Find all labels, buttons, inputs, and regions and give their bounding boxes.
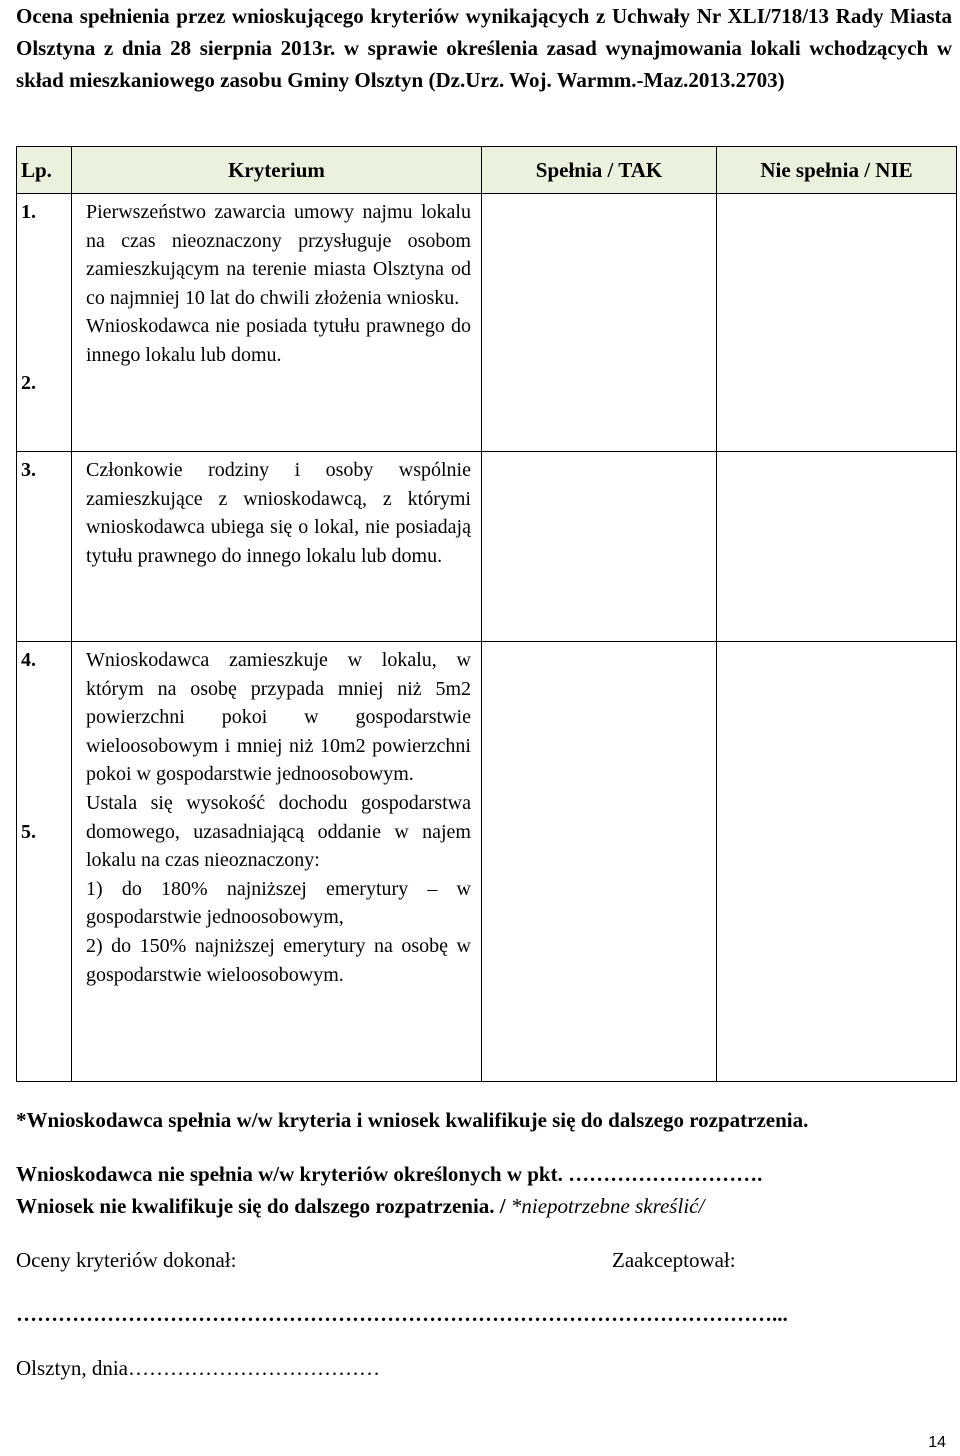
- criterion-text-line: 1) do 180% najniższej emerytury – w gospodarstwie jednoosobowym,: [86, 877, 471, 929]
- header-tak: Spełnia / TAK: [482, 147, 717, 194]
- nie-cell[interactable]: [717, 452, 957, 642]
- row-number: 4.: [21, 649, 36, 671]
- table-header-row: [17, 147, 957, 194]
- nie-cell[interactable]: [717, 642, 957, 1082]
- header-kryterium: Kryterium: [72, 147, 482, 194]
- row-number: 5.: [21, 820, 36, 843]
- tak-cell[interactable]: [482, 642, 717, 1082]
- criterion-text: Wnioskodawca zamieszkuje w lokalu, w którym na osobę przypada mniej niż 5m2 powierzchni pokoi w gospodarstwie wieloosobowym i mniej niż 10m2 powierzchni pokoi w gospodarstwie jednoosobowym.: [86, 649, 471, 786]
- tak-cell[interactable]: [482, 194, 717, 452]
- criterion-text-line: 2) do 150% najniższej emerytury na osobę w gospodarstwie wieloosobowym.: [86, 934, 471, 986]
- criterion-text-line: Ustala się wysokość dochodu gospodarstwa domowego, uzasadniającą oddanie w najem lokalu na czas nieoznaczony:: [86, 791, 471, 872]
- page-number: 14: [928, 1434, 946, 1451]
- accepted-by-label: Zaakceptował:: [612, 1248, 736, 1272]
- criterion-text: Członkowie rodziny i osoby wspólnie zamieszkujące z wnioskodawcą, z którymi wnioskodawca ubiega się o lokal, nie posiadają tytułu prawnego do innego lokalu lub domu.: [86, 459, 471, 567]
- nie-cell[interactable]: [717, 194, 957, 452]
- assessed-by-label: Oceny kryteriów dokonał:: [16, 1248, 237, 1272]
- row-number: 2.: [21, 371, 36, 394]
- criteria-table: [16, 146, 957, 1082]
- table-row: [17, 642, 957, 1082]
- header-nie: Nie spełnia / NIE: [717, 147, 957, 194]
- not-qualify-text: Wniosek nie kwalifikuje się do dalszego rozpatrzenia. /: [16, 1194, 506, 1218]
- row-number: 3.: [17, 452, 72, 642]
- criterion-text: Pierwszeństwo zawarcia umowy najmu lokalu na czas nieoznaczony przysługuje osobom zamieszkującym na terenie miasta Olsztyna od co najmniej 10 lat do chwili złożenia wniosku.: [86, 201, 471, 309]
- row-number: 1.: [21, 201, 36, 223]
- place-date: Olsztyn, dnia………………………………: [16, 1356, 380, 1380]
- tak-cell[interactable]: [482, 452, 717, 642]
- criterion-text: Wnioskodawca nie posiada tytułu prawnego do innego lokalu lub domu.: [86, 315, 471, 366]
- document-heading: [16, 0, 952, 96]
- qualifies-note: *Wnioskodawca spełnia w/w kryteria i wniosek kwalifikuje się do dalszego rozpatrzenia.: [16, 1108, 809, 1132]
- header-lp: Lp.: [17, 147, 72, 194]
- not-qualify-note: [16, 1190, 704, 1222]
- table-row: [17, 194, 957, 452]
- not-meet-note: Wnioskodawca nie spełnia w/w kryteriów określonych w pkt. ……………………….: [16, 1162, 763, 1186]
- strike-hint: *niepotrzebne skreślić/: [510, 1194, 705, 1218]
- heading-text: Ocena spełnienia przez wnioskującego kryteriów wynikających z Uchwały Nr XLI/718/13 Rady Miasta Olsztyna z dnia 28 sierpnia 2013r. w sprawie określenia zasad wynajmowania lokali wchodzących w skład mieszkaniowego zasobu Gminy Olsztyn (Dz.Urz. Woj. Warmm.-Maz.2013.2703): [16, 4, 952, 92]
- signature-line: ………………………………………………………………………………………………...: [16, 1302, 788, 1326]
- table-row: [17, 452, 957, 642]
